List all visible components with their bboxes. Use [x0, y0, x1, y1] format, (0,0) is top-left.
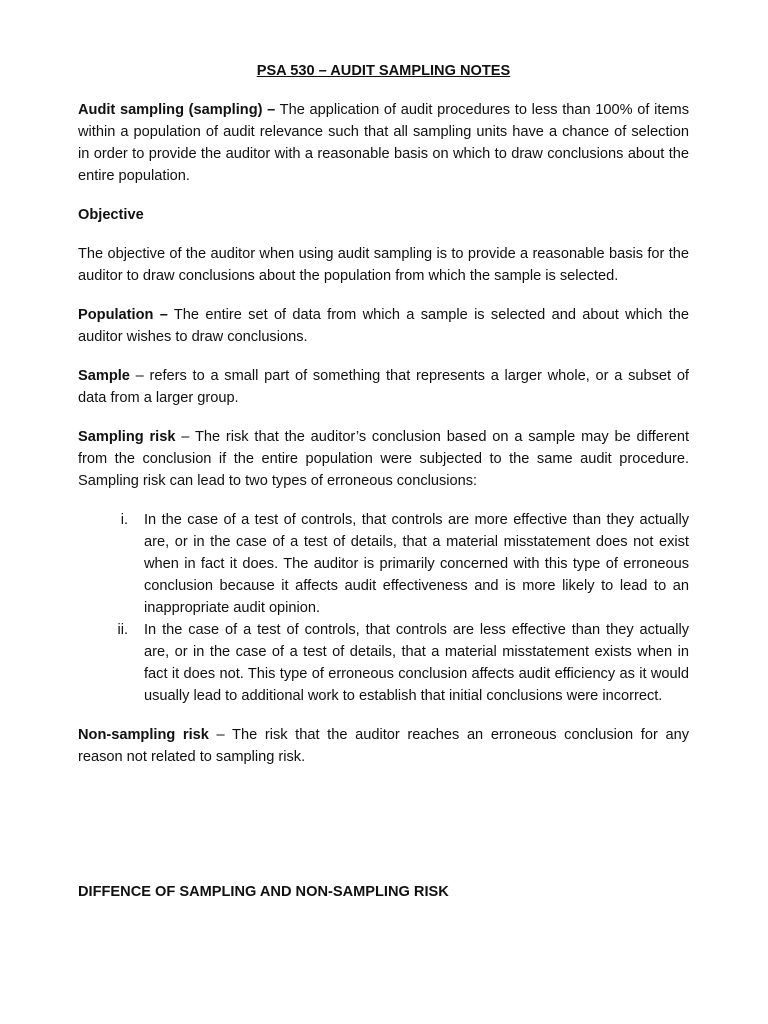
list-marker: ii.: [117, 622, 128, 638]
sampling-risk-term: Sampling risk: [78, 429, 176, 445]
sample-text: – refers to a small part of something that represents a larger whole, or a subset of data from a larger group.: [78, 368, 689, 406]
non-sampling-risk-term: Non-sampling risk: [78, 727, 209, 743]
audit-sampling-text: The application of audit procedures to less than 100% of items within a population of audit relevance such that all sampling units have a chance of selection in order to provide the auditor with a reasonable basis on which to draw conclusions about the entire population.: [78, 102, 690, 184]
section-heading: DIFFENCE OF SAMPLING AND NON-SAMPLING RISK: [78, 884, 449, 900]
objective-heading: Objective: [78, 207, 144, 223]
sample-definition: [78, 365, 689, 409]
document-body: [78, 60, 689, 785]
document-title: PSA 530 – AUDIT SAMPLING NOTES: [256, 63, 511, 79]
audit-sampling-definition: [78, 99, 689, 187]
erroneous-conclusions-list: [78, 509, 689, 707]
list-item: [78, 619, 689, 707]
sampling-risk-text: – The risk that the auditor’s conclusion based on a sample may be different from the conclusion if the entire population were subjected to the same audit procedure. Sampling risk can lead to two types of erroneous conclusions:: [78, 429, 689, 489]
list-item-text: In the case of a test of controls, that controls are more effective than they actually are, or in the case of a test of details, that a material misstatement does not exist when in fact it does. The auditor is primarily concerned with this type of erroneous conclusion because it affects audit effectiveness and is more likely to lead to an inappropriate audit opinion.: [144, 512, 689, 616]
sample-term: Sample: [78, 368, 130, 384]
list-item: [78, 509, 689, 619]
audit-sampling-term: Audit sampling (sampling) –: [78, 102, 276, 118]
population-text: The entire set of data from which a sample is selected and about which the auditor wishes to draw conclusions.: [78, 307, 689, 345]
population-definition: [78, 304, 689, 348]
non-sampling-risk-definition: [78, 724, 689, 768]
population-term: Population –: [78, 307, 168, 323]
non-sampling-risk-text: – The risk that the auditor reaches an erroneous conclusion for any reason not related to sampling risk.: [78, 727, 689, 765]
objective-text: The objective of the auditor when using audit sampling is to provide a reasonable basis for the auditor to draw conclusions about the population from which the sample is selected.: [78, 246, 689, 284]
sampling-risk-definition: [78, 426, 689, 492]
list-item-text: In the case of a test of controls, that controls are less effective than they actually are, or in the case of a test of details, that a material misstatement exists when in fact it does not. This type of erroneous conclusion affects audit efficiency as it would usually lead to additional work to establish that initial conclusions were incorrect.: [144, 622, 689, 704]
list-marker: i.: [120, 512, 128, 528]
